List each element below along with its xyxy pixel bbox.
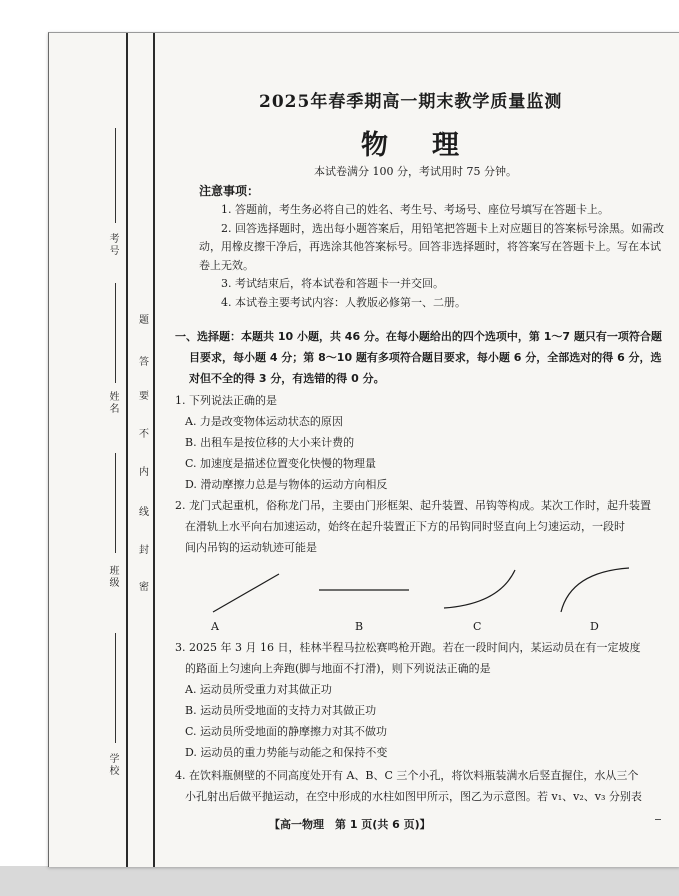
question-stem-cont: 的路面上匀速向上奔跑(脚与地面不打滑)，则下列说法正确的是 [185, 662, 491, 675]
section-line-3: 对但不全的得 3 分，有选错的得 0 分。 [189, 372, 385, 385]
field-school-line [115, 633, 116, 743]
notice-list [199, 201, 669, 312]
figure-label-d: D [590, 620, 599, 633]
seal-char: 线 [139, 507, 149, 518]
seal-char: 要 [139, 391, 149, 402]
option-d: D. 滑动摩擦力总是与物体的运动方向相反 [185, 478, 388, 491]
figure-label-a: A [211, 620, 219, 633]
option-c: C. 加速度是描述位置变化快慢的物理量 [185, 457, 377, 470]
page-footer: 【高一物理 第 1 页(共 6 页)】 [269, 818, 431, 831]
question-stem: 3. 2025 年 3 月 16 日，桂林半程马拉松赛鸣枪开跑。若在一段时间内，某运动员在有一定坡度 [175, 641, 641, 654]
section-line-1: 一、选择题：本题共 10 小题，共 46 分。在每小题给出的四个选项中，第 1～7 题只有一项符合题 [175, 330, 662, 343]
question-stem: 1. 下列说法正确的是 [175, 394, 277, 407]
field-class-line [115, 453, 116, 553]
section-line-2: 目要求，每小题 4 分；第 8～10 题有多项符合题目要求，每小题 6 分，全部选对的得 6 分，选 [189, 351, 662, 364]
option-b: B. 出租车是按位移的大小来计费的 [185, 436, 355, 449]
seal-char: 密 [139, 582, 149, 593]
question-stem: 4. 在饮料瓶侧壁的不同高度处开有 A、B、C 三个小孔，将饮料瓶装满水后竖直握住，水从三个 [175, 769, 639, 782]
notice-item: 2. 回答选择题时，选出每小题答案后，用铅笔把答题卡上对应题目的答案标号涂黑。如需改动，用橡皮擦干净后，再选涂其他答案标号。回答非选择题时，将答案写在答题卡上。写在本试卷上无效。 [199, 221, 664, 272]
question-stem-cont: 间内吊钩的运动轨迹可能是 [185, 541, 317, 554]
seal-char: 封 [139, 545, 149, 556]
footer-dash [655, 819, 661, 820]
seal-char: 内 [139, 467, 149, 478]
trajectory-c [444, 570, 515, 608]
question-stem-cont: 小孔射出后做平抛运动，在空中形成的水柱如图甲所示，图乙为示意图。若 v₁、v₂、v₃ 分别表 [185, 790, 642, 803]
seal-char: 答 [139, 357, 149, 368]
seal-char: 不 [139, 429, 149, 440]
notice-item: 3. 考试结束后，将本试卷和答题卡一并交回。 [221, 277, 444, 290]
question-4 [175, 765, 675, 807]
binding-line-outer [126, 33, 128, 867]
field-name-line [115, 283, 116, 383]
option-d: D. 运动员的重力势能与动能之和保持不变 [185, 746, 388, 759]
binding-line-inner [153, 33, 155, 867]
figure-label-c: C [473, 620, 482, 633]
exam-paper [48, 32, 679, 867]
notice-title: 注意事项： [199, 184, 260, 198]
field-class-label: 班级 [107, 565, 118, 589]
field-name-label: 姓名 [107, 391, 118, 415]
exam-title: 2025年春季期高一期末教学质量监测 [259, 92, 563, 112]
option-a: A. 运动员所受重力对其做正功 [185, 683, 332, 696]
question-2 [175, 495, 675, 558]
exam-info: 本试卷满分 100 分，考试用时 75 分钟。 [314, 165, 517, 178]
option-a: A. 力是改变物体运动状态的原因 [185, 415, 343, 428]
question-stem: 2. 龙门式起重机，俗称龙门吊，主要由门形框架、起升装置、吊钩等构成。某次工作时，起升装置 [175, 499, 651, 512]
seal-char: 题 [139, 315, 149, 326]
question-1 [175, 390, 675, 495]
bottom-gray-band [0, 866, 679, 896]
question-3 [175, 637, 675, 763]
trajectory-figure [199, 564, 639, 646]
field-exam-number-line [115, 128, 116, 223]
subject-title: 物理 [361, 130, 503, 161]
trajectory-a [213, 574, 279, 612]
field-exam-number-label: 考号 [107, 233, 118, 257]
trajectory-d [561, 568, 629, 612]
field-school-label: 学校 [107, 753, 118, 777]
option-b: B. 运动员所受地面的支持力对其做正功 [185, 704, 377, 717]
section-heading [175, 326, 671, 389]
notice-item: 4. 本试卷主要考试内容：人教版必修第一、二册。 [221, 295, 466, 309]
figure-label-b: B [355, 620, 364, 633]
question-stem-cont: 在滑轨上水平向右加速运动，始终在起升装置正下方的吊钩同时竖直向上匀速运动，一段时 [185, 520, 625, 533]
option-c: C. 运动员所受地面的静摩擦力对其不做功 [185, 725, 388, 738]
notice-item: 1. 答题前，考生务必将自己的姓名、考生号、考场号、座位号填写在答题卡上。 [221, 203, 609, 216]
